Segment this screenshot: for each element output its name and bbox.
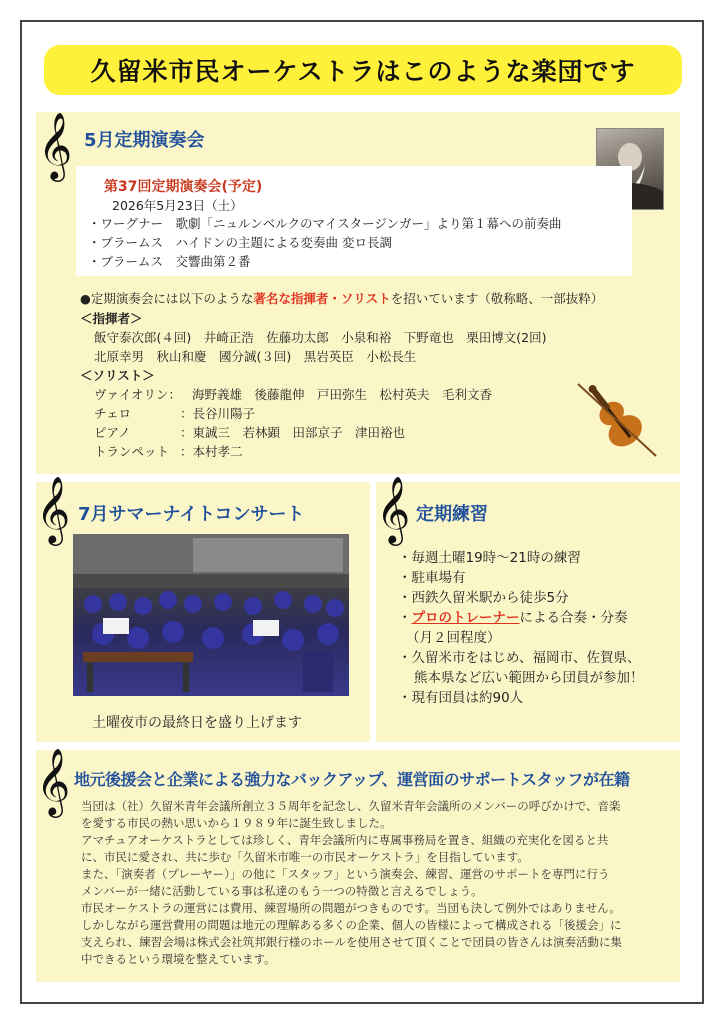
pro-trainer-link[interactable]: プロのトレーナー xyxy=(411,610,520,626)
program-item: ・ワーグナー 歌劇「ニュルンベルクのマイスタージンガー」より第１幕への前奏曲 xyxy=(88,216,562,231)
practice-item xyxy=(398,606,628,626)
practice-item: 熊本県など広い範囲から団員が参加！ xyxy=(414,670,644,686)
support-text-line: に、市民に愛され、共に歩む「久留米市唯一の市民オーケストラ」を目指しています。 xyxy=(81,850,529,864)
violin-icon xyxy=(568,376,664,462)
soloist-names: ：東誠三 若林顕 田部京子 津田裕也 xyxy=(180,425,406,440)
soloist-instrument: トランペット xyxy=(94,444,170,459)
support-text-line: しかしながら運営費用の問題は地元の理解ある多くの企業、個人の皆様によって構成される「後援会」に xyxy=(81,918,622,932)
july-caption: 土曜夜市の最終日を盛り上げます xyxy=(92,715,302,731)
support-text-line: アマチュアオーケストラとしては珍しく、青年会議所内に専属事務局を置き、組織の充実化を図ると共 xyxy=(81,833,609,847)
practice-item: ・現有団員は約90人 xyxy=(398,690,524,706)
guest-intro-text: ●定期演奏会には以下のような xyxy=(80,291,254,306)
concert-title: 第37回定期演奏会(予定) xyxy=(104,179,263,195)
concert-photo xyxy=(73,534,349,696)
program-item: ・ブラームス 交響曲第２番 xyxy=(88,254,251,269)
practice-item: ・駐車場有 xyxy=(398,570,466,586)
program-item: ・ブラームス ハイドンの主題による変奏曲 変ロ長調 xyxy=(88,235,392,250)
practice-item: ・西鉄久留米駅から徒歩5分 xyxy=(398,590,569,606)
treble-clef-icon: 𝄞 xyxy=(36,475,71,543)
practice-text: による合奏・分奏 xyxy=(519,610,628,626)
treble-clef-icon: 𝄞 xyxy=(38,111,73,179)
soloist-names: 海野義雄 後藤龍伸 戸田弥生 松村英夫 毛利文香 xyxy=(192,387,493,402)
guest-intro-highlight: 著名な指揮者・ソリスト xyxy=(253,291,391,306)
practice-heading: 定期練習 xyxy=(416,504,488,525)
support-text-line: 当団は（社）久留米青年会議所創立３５周年を記念し、久留米青年会議所のメンバーの呼びかけで、音楽 xyxy=(81,799,621,813)
support-text-line: 支えられ、練習会場は株式会社筑邦銀行様のホールを使用させて頂くことで団員の皆さんは演奏活動に集 xyxy=(81,935,622,949)
page-title: 久留米市民オーケストラはこのような楽団です xyxy=(44,45,682,95)
support-text-line: 中できるという環境を整えています。 xyxy=(81,952,276,966)
support-text-line: を愛する市民の熱い思いから１９８９年に誕生致しました。 xyxy=(81,816,392,830)
soloist-instrument: ヴァイオリン： xyxy=(94,387,182,402)
soloist-names: ：長谷川陽子 xyxy=(180,406,256,421)
support-text-line: また、「演奏者（プレーヤー）」の他に「スタッフ」という演奏会、練習、運営のサポートを専門に行う xyxy=(81,867,610,881)
conductors-list: 飯守泰次郎(４回) 井崎正浩 佐藤功太郎 小泉和裕 下野竜也 栗田博文(2回) xyxy=(94,330,547,345)
guest-intro-text: を招いています（敬称略、一部抜粋） xyxy=(390,291,604,306)
support-text-line: 市民オーケストラの運営には費用、練習場所の問題がつきものです。当団も決して例外ではありません。 xyxy=(81,901,621,915)
may-concert-heading: 5月定期演奏会 xyxy=(84,130,205,151)
practice-item: ・久留米市をはじめ、福岡市、佐賀県、 xyxy=(398,650,641,666)
support-heading: 地元後援会と企業による強力なバックアップ、運営面のサポートスタッフが在籍 xyxy=(74,770,630,789)
practice-bullet: ・ xyxy=(398,610,412,626)
soloist-names: ：本村孝二 xyxy=(180,444,243,459)
conductors-heading: ＜指揮者＞ xyxy=(80,311,143,326)
treble-clef-icon: 𝄞 xyxy=(376,475,411,543)
soloists-heading: ＜ソリスト＞ xyxy=(80,368,155,383)
soloist-instrument: チェロ xyxy=(94,406,132,421)
soloist-instrument: ピアノ xyxy=(94,425,131,440)
support-text-line: メンバーが一緒に活動している事は私達のもう一つの特徴と言えるでしょう。 xyxy=(81,884,483,898)
treble-clef-icon: 𝄞 xyxy=(36,747,71,815)
concert-date: 2026年5月23日（土） xyxy=(112,198,243,213)
practice-item: （月２回程度） xyxy=(406,630,501,646)
practice-item: ・毎週土曜19時～21時の練習 xyxy=(398,550,581,566)
july-concert-heading: 7月サマーナイトコンサート xyxy=(78,504,305,525)
guest-intro xyxy=(80,289,603,307)
conductors-list: 北原幸男 秋山和慶 國分誠(３回) 黒岩英臣 小松長生 xyxy=(94,349,417,364)
